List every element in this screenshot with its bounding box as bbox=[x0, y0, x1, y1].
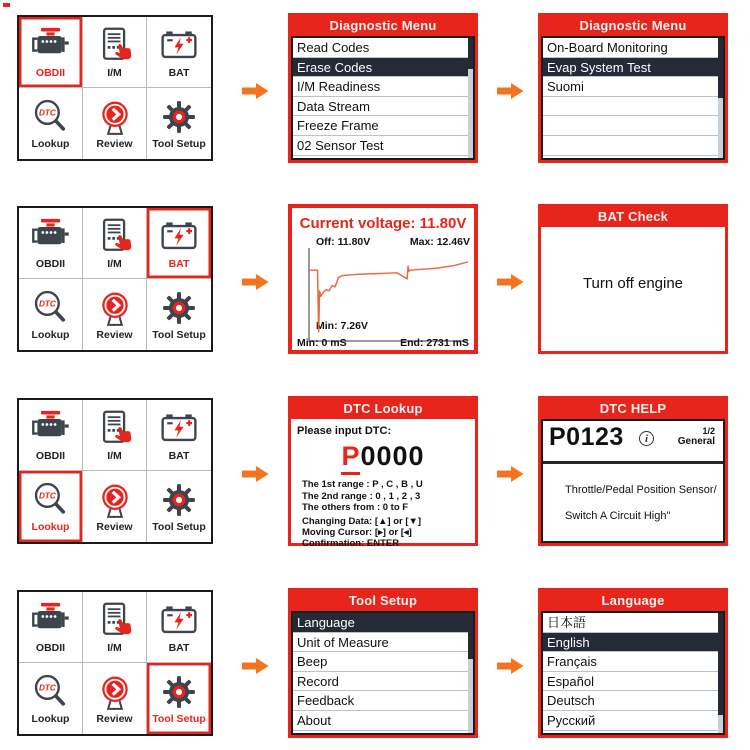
list-item[interactable]: I/M Readiness bbox=[293, 77, 473, 97]
menu-item-label: BAT bbox=[168, 449, 190, 462]
menu-item-tool-setup[interactable] bbox=[147, 471, 211, 542]
list-item[interactable] bbox=[543, 116, 723, 136]
menu-item-tool-setup[interactable] bbox=[147, 279, 211, 350]
bat-check-screen bbox=[538, 204, 728, 354]
off-voltage-label: Off: 11.80V bbox=[316, 236, 371, 248]
menu-item-label: Lookup bbox=[31, 329, 70, 341]
dtc-lookup-screen bbox=[288, 396, 478, 549]
gear-icon bbox=[158, 672, 200, 712]
engine-icon bbox=[30, 409, 72, 449]
inspection-tablet-icon bbox=[94, 601, 136, 641]
menu-item-label: Tool Setup bbox=[152, 329, 206, 341]
scrollbar[interactable] bbox=[718, 38, 723, 158]
menu-item-obdii[interactable] bbox=[19, 208, 83, 279]
main-menu-grid bbox=[17, 590, 213, 736]
key-line: Changing Data: [▲] or [▼] bbox=[302, 516, 422, 527]
page-indicator: 1/2 bbox=[702, 426, 715, 436]
list-item-selected[interactable]: Evap System Test bbox=[543, 58, 723, 78]
scrollbar[interactable] bbox=[468, 613, 473, 733]
list-item-selected[interactable]: English bbox=[543, 633, 723, 653]
list-item[interactable]: Français bbox=[543, 652, 723, 672]
flow-row-obdii bbox=[0, 13, 750, 169]
scrollbar[interactable] bbox=[718, 613, 723, 733]
description-line: Switch A Circuit High" bbox=[565, 510, 671, 522]
flow-arrow-icon bbox=[242, 657, 269, 675]
menu-item-review[interactable] bbox=[83, 279, 147, 350]
list-item[interactable]: Unit of Measure bbox=[293, 633, 473, 653]
menu-item-review[interactable] bbox=[83, 471, 147, 542]
range-line: The 1st range : P , C , B , U bbox=[302, 479, 423, 490]
battery-icon bbox=[158, 217, 200, 257]
flow-arrow-icon bbox=[497, 657, 524, 675]
main-menu-grid bbox=[17, 15, 213, 161]
dtc-code-input[interactable] bbox=[291, 441, 475, 472]
menu-item-im[interactable] bbox=[83, 17, 147, 88]
voltage-title: Current voltage: 11.80V bbox=[299, 215, 467, 232]
engine-icon bbox=[30, 217, 72, 257]
menu-item-review[interactable] bbox=[83, 88, 147, 159]
list-item[interactable]: Record bbox=[293, 672, 473, 692]
menu-item-obdii[interactable] bbox=[19, 592, 83, 663]
list-item[interactable] bbox=[543, 97, 723, 117]
menu-list bbox=[291, 611, 475, 735]
menu-item-label: BAT bbox=[168, 66, 190, 79]
review-sign-icon bbox=[94, 672, 136, 712]
list-item[interactable]: Beep bbox=[293, 652, 473, 672]
menu-item-review[interactable] bbox=[83, 663, 147, 734]
list-item[interactable]: Data Stream bbox=[293, 97, 473, 117]
screen-title: Tool Setup bbox=[291, 591, 475, 611]
menu-item-label: Lookup bbox=[31, 521, 70, 533]
menu-item-obdii[interactable] bbox=[19, 400, 83, 471]
review-sign-icon bbox=[94, 288, 136, 328]
menu-list bbox=[541, 611, 725, 735]
dtc-code-rest: 0000 bbox=[360, 441, 425, 471]
dtc-description bbox=[565, 477, 717, 529]
time-end-label: End: 2731 mS bbox=[400, 337, 469, 349]
battery-icon bbox=[158, 601, 200, 641]
menu-item-label: BAT bbox=[168, 257, 190, 270]
screen-title: Diagnostic Menu bbox=[541, 16, 725, 36]
menu-list bbox=[541, 36, 725, 160]
diagnostic-submenu-screen bbox=[538, 13, 728, 163]
diagnostic-menu-screen bbox=[288, 13, 478, 163]
menu-item-label: OBDII bbox=[35, 449, 66, 462]
dtc-key-help bbox=[302, 516, 421, 549]
battery-icon bbox=[158, 26, 200, 66]
gear-icon bbox=[158, 288, 200, 328]
list-item-selected[interactable]: Language bbox=[293, 613, 473, 633]
flow-arrow-icon bbox=[497, 82, 524, 100]
list-item[interactable]: Suomi bbox=[543, 77, 723, 97]
list-item[interactable]: Feedback bbox=[293, 691, 473, 711]
image-artifact bbox=[3, 3, 10, 7]
code-category: General bbox=[677, 436, 715, 447]
screen-title: Language bbox=[541, 591, 725, 611]
flow-row-lookup bbox=[0, 396, 750, 552]
menu-item-label: Tool Setup bbox=[152, 521, 206, 533]
bat-check-message: Turn off engine bbox=[582, 275, 684, 292]
battery-icon bbox=[158, 409, 200, 449]
range-line: The others from : 0 to F bbox=[302, 502, 409, 513]
flow-arrow-icon bbox=[497, 273, 524, 291]
menu-item-label: OBDII bbox=[35, 66, 66, 79]
list-item[interactable]: Freeze Frame bbox=[293, 116, 473, 136]
screen-title: DTC HELP bbox=[541, 399, 725, 419]
engine-icon bbox=[30, 601, 72, 641]
list-item[interactable]: Español bbox=[543, 672, 723, 692]
tool-setup-screen bbox=[288, 588, 478, 738]
dtc-magnifier-icon bbox=[30, 288, 72, 328]
menu-item-label: Lookup bbox=[31, 713, 70, 725]
time-start-label: Min: 0 mS bbox=[297, 337, 347, 349]
menu-item-label: I/M bbox=[107, 641, 122, 654]
list-item[interactable]: Read Codes bbox=[293, 38, 473, 58]
gear-icon bbox=[158, 480, 200, 520]
main-menu-grid bbox=[17, 206, 213, 352]
menu-item-label: I/M bbox=[107, 449, 122, 462]
dtc-code-cursor-char: P bbox=[341, 441, 360, 475]
inspection-tablet-icon bbox=[94, 217, 136, 257]
list-item[interactable]: Deutsch bbox=[543, 691, 723, 711]
info-icon: i bbox=[639, 431, 654, 446]
flow-arrow-icon bbox=[242, 273, 269, 291]
menu-item-bat[interactable] bbox=[147, 400, 211, 471]
menu-item-lookup[interactable] bbox=[19, 663, 83, 734]
inspection-tablet-icon bbox=[94, 409, 136, 449]
list-item[interactable]: 02 Sensor Test bbox=[293, 136, 473, 156]
flow-arrow-icon bbox=[242, 82, 269, 100]
main-menu-grid bbox=[17, 398, 213, 544]
menu-item-label: Review bbox=[96, 713, 133, 725]
flow-row-bat bbox=[0, 204, 750, 360]
review-sign-icon bbox=[94, 480, 136, 520]
menu-item-im[interactable] bbox=[83, 400, 147, 471]
list-item[interactable]: On-Board Monitoring bbox=[543, 38, 723, 58]
list-item[interactable] bbox=[543, 136, 723, 156]
language-screen bbox=[538, 588, 728, 738]
list-item-selected[interactable]: Erase Codes bbox=[293, 58, 473, 78]
dtc-range-help bbox=[302, 479, 423, 514]
menu-item-obdii[interactable] bbox=[19, 17, 83, 88]
menu-item-label: I/M bbox=[107, 257, 122, 270]
screen-title: DTC Lookup bbox=[291, 399, 475, 419]
menu-item-label: BAT bbox=[168, 641, 190, 654]
menu-item-label: Review bbox=[96, 138, 133, 150]
menu-item-im[interactable] bbox=[83, 592, 147, 663]
dtc-help-screen bbox=[538, 396, 728, 546]
description-line: Throttle/Pedal Position Sensor/ bbox=[565, 484, 717, 496]
dtc-magnifier-icon bbox=[30, 97, 72, 137]
range-line: The 2nd range : 0 , 1 , 2 , 3 bbox=[302, 490, 421, 502]
flow-row-tool-setup bbox=[0, 588, 750, 744]
review-sign-icon bbox=[94, 97, 136, 137]
divider bbox=[543, 461, 723, 464]
list-item[interactable]: About bbox=[293, 711, 473, 731]
menu-item-lookup[interactable] bbox=[19, 471, 83, 542]
menu-list bbox=[291, 36, 475, 160]
screen-title: Diagnostic Menu bbox=[291, 16, 475, 36]
menu-item-label: Review bbox=[96, 521, 133, 533]
menu-item-bat[interactable] bbox=[147, 592, 211, 663]
engine-icon bbox=[30, 26, 72, 66]
menu-item-lookup[interactable] bbox=[19, 279, 83, 350]
max-voltage-label: Max: 12.46V bbox=[409, 236, 470, 248]
dtc-code-value: P0123 bbox=[549, 423, 624, 451]
dtc-magnifier-icon bbox=[30, 672, 72, 712]
voltage-chart bbox=[310, 252, 468, 338]
flow-arrow-icon bbox=[497, 465, 524, 483]
menu-item-label: OBDII bbox=[35, 257, 66, 270]
min-voltage-label: Min: 7.26V bbox=[316, 320, 368, 332]
menu-item-lookup[interactable] bbox=[19, 88, 83, 159]
gear-icon bbox=[158, 97, 200, 137]
menu-item-label: Tool Setup bbox=[152, 713, 206, 725]
menu-item-label: Tool Setup bbox=[152, 138, 206, 150]
dtc-magnifier-icon bbox=[30, 480, 72, 520]
dtc-input-prompt: Please input DTC: bbox=[297, 425, 392, 437]
flow-arrow-icon bbox=[242, 465, 269, 483]
screen-title: BAT Check bbox=[541, 207, 725, 227]
menu-item-tool-setup[interactable] bbox=[147, 663, 211, 734]
key-line: Confirmation: ENTER bbox=[302, 538, 400, 549]
menu-item-bat[interactable] bbox=[147, 208, 211, 279]
menu-item-bat[interactable] bbox=[147, 17, 211, 88]
key-line: Moving Cursor: [▸] or [◂] bbox=[302, 527, 412, 538]
list-item[interactable]: 日本語 bbox=[543, 613, 723, 633]
voltage-curve bbox=[310, 262, 468, 332]
menu-item-label: Lookup bbox=[31, 138, 70, 150]
menu-item-im[interactable] bbox=[83, 208, 147, 279]
menu-item-label: Review bbox=[96, 329, 133, 341]
menu-item-tool-setup[interactable] bbox=[147, 88, 211, 159]
list-item[interactable]: Русский bbox=[543, 711, 723, 731]
scrollbar[interactable] bbox=[468, 38, 473, 158]
menu-item-label: OBDII bbox=[35, 641, 66, 654]
menu-item-label: I/M bbox=[107, 66, 122, 79]
inspection-tablet-icon bbox=[94, 26, 136, 66]
voltage-graph-screen bbox=[288, 204, 478, 354]
